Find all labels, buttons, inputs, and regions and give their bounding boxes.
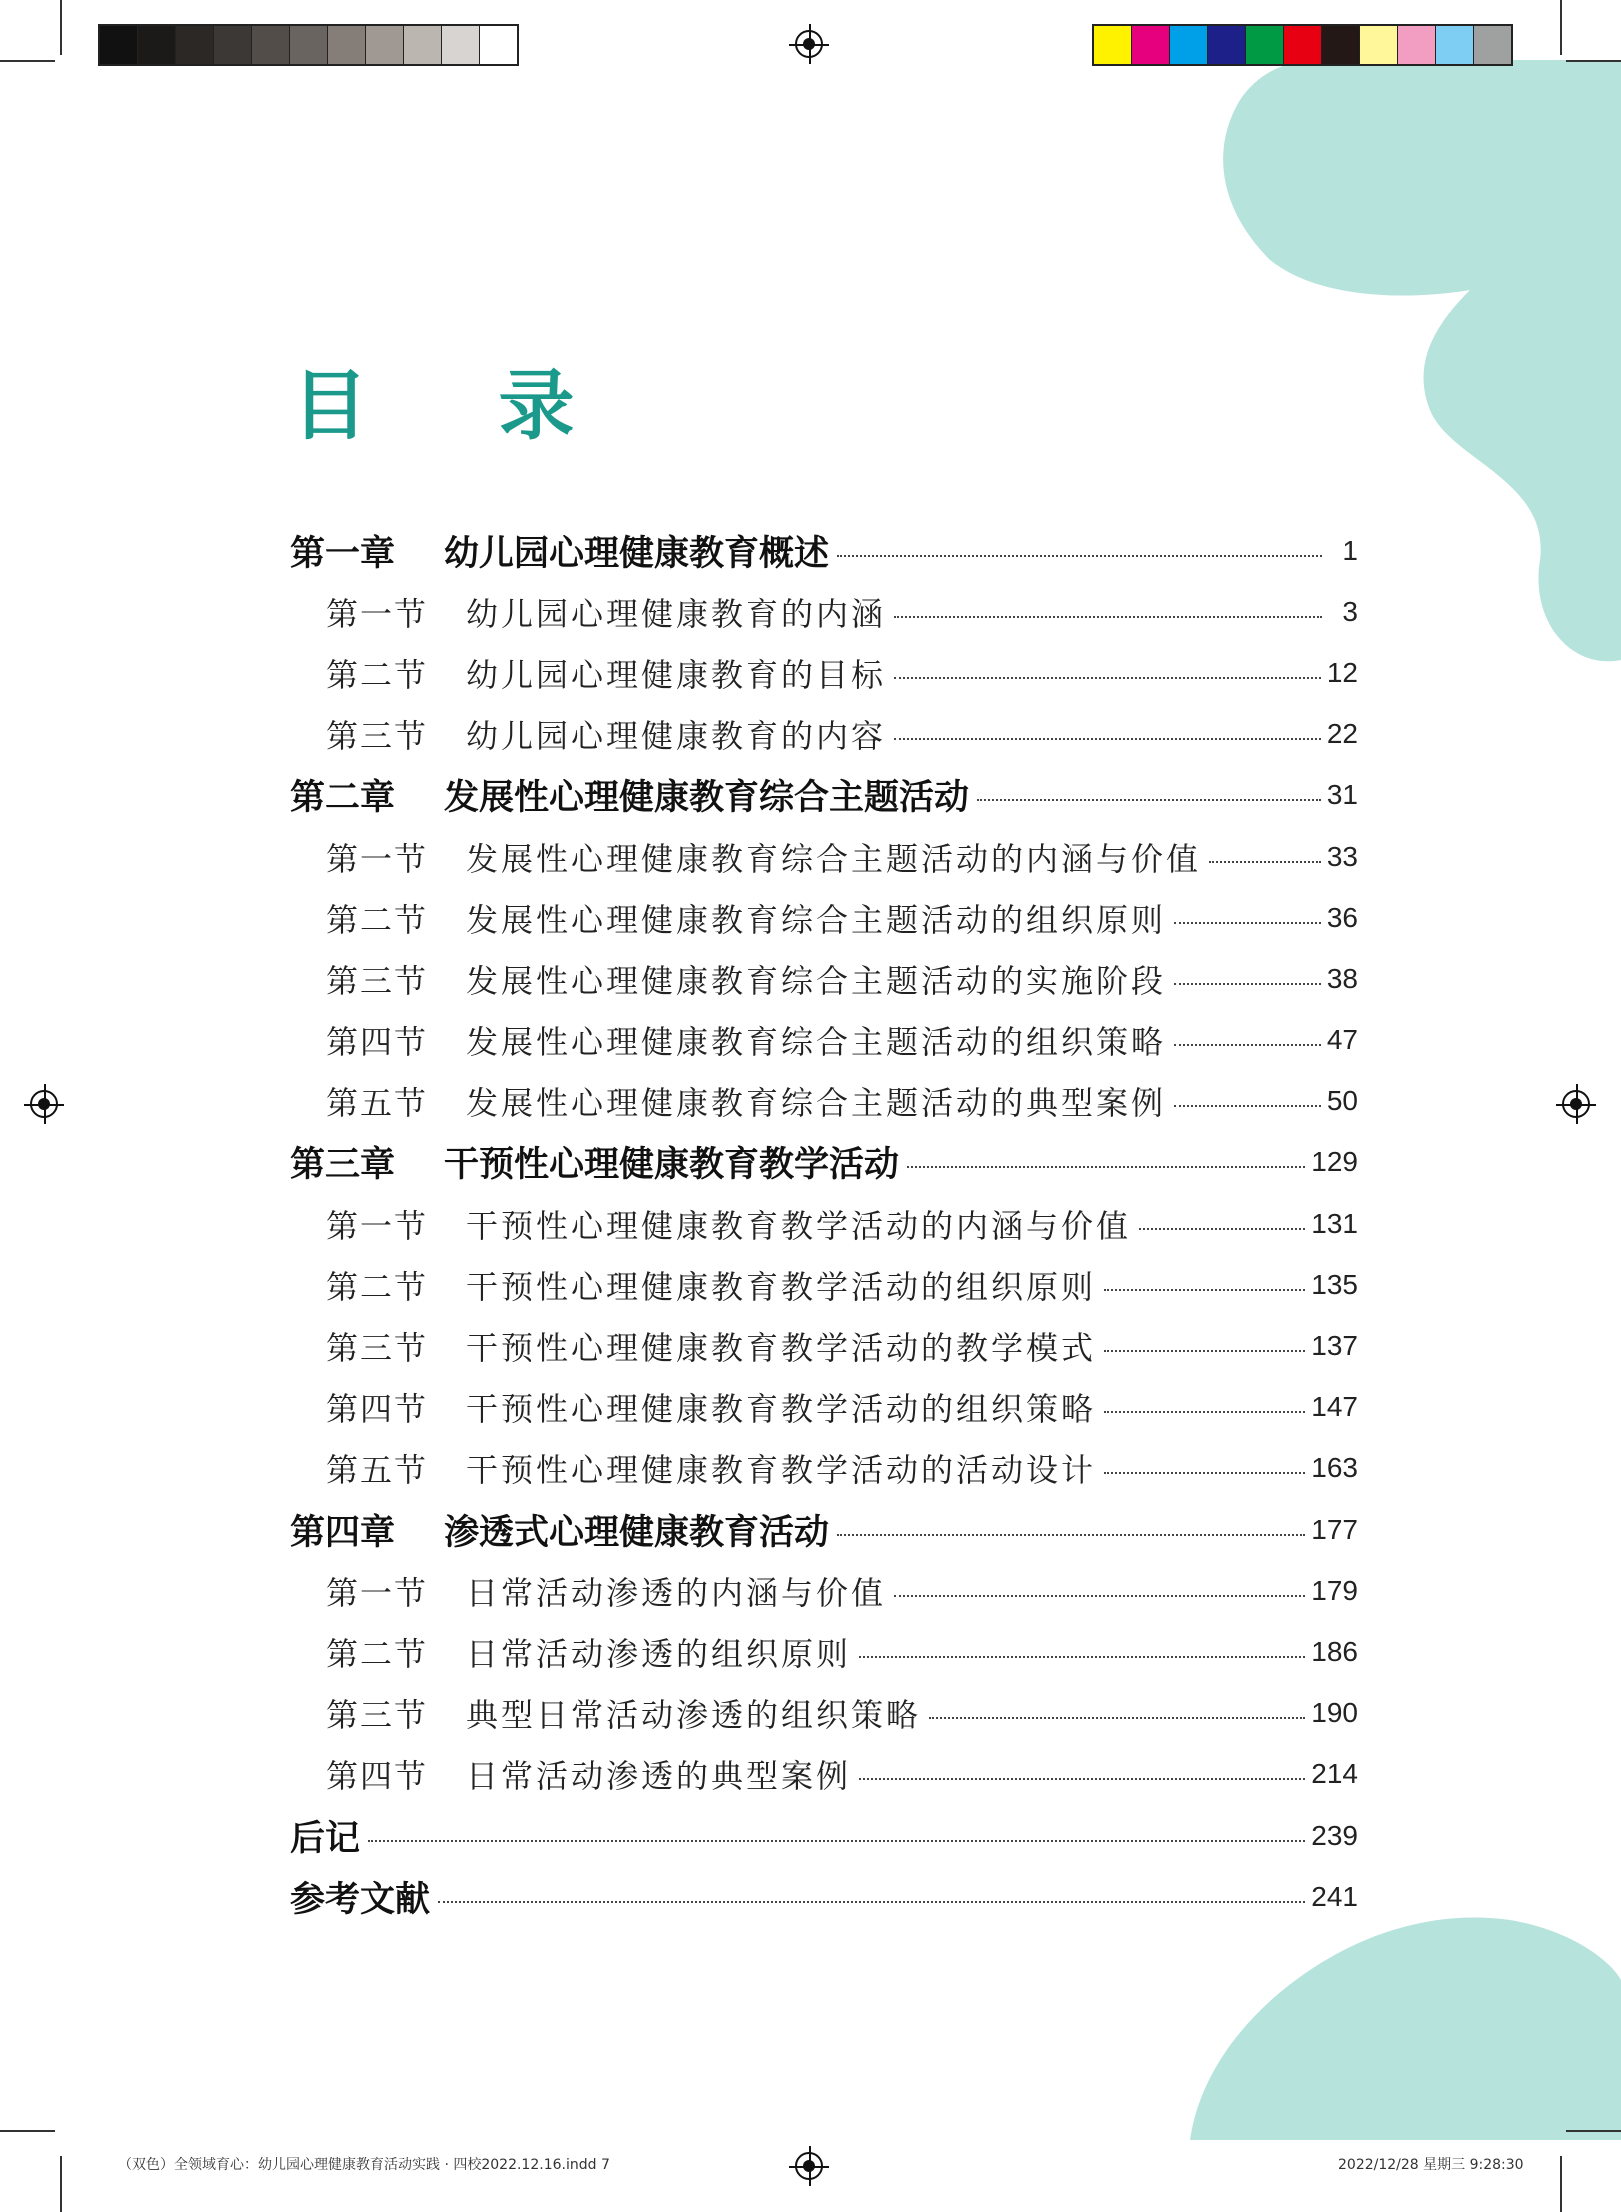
color-swatch (1398, 26, 1436, 64)
print-slug-timestamp: 2022/12/28 星期三 9:28:30 (1338, 2157, 1524, 2173)
color-swatch (1094, 26, 1132, 64)
dot-leader (1174, 922, 1321, 924)
toc-page-number: 147 (1311, 1391, 1358, 1423)
toc-entry-number: 第三节 (326, 1696, 429, 1735)
toc-entry-section[interactable] (290, 1254, 1358, 1315)
toc-entry-section[interactable] (290, 1315, 1358, 1376)
toc-entry-number: 第二节 (326, 1267, 429, 1306)
dot-leader (368, 1840, 1305, 1842)
dot-leader (1174, 983, 1321, 985)
dot-leader (859, 1656, 1305, 1658)
color-swatch (1246, 26, 1284, 64)
color-swatch (100, 26, 138, 64)
dot-leader (977, 799, 1321, 801)
color-swatch (328, 26, 366, 64)
color-swatch (442, 26, 480, 64)
toc-entry-number: 第四节 (326, 1023, 429, 1062)
crop-mark (1560, 2156, 1562, 2212)
toc-page-number: 186 (1311, 1635, 1358, 1667)
dot-leader (929, 1717, 1305, 1719)
color-swatch (214, 26, 252, 64)
toc-entry-title: 发展性心理健康教育综合主题活动 (444, 777, 970, 819)
toc-entry-number: 第五节 (326, 1084, 429, 1123)
dot-leader (1104, 1289, 1305, 1291)
toc-entry-title: 干预性心理健康教育教学活动的内涵与价值 (466, 1206, 1132, 1245)
toc-entry-title: 干预性心理健康教育教学活动的组织原则 (466, 1267, 1097, 1306)
crop-mark (60, 2156, 62, 2212)
toc-entry-number: 第一章 (290, 532, 396, 574)
dot-leader (907, 1166, 1305, 1168)
toc-page-number: 3 (1342, 595, 1358, 627)
toc-entry-title: 日常活动渗透的组织原则 (466, 1634, 852, 1673)
toc-entry-title: 干预性心理健康教育教学活动 (444, 1144, 900, 1186)
toc-entry-title: 日常活动渗透的典型案例 (466, 1757, 852, 1796)
toc-entry-section[interactable] (290, 1377, 1358, 1438)
toc-entry-title: 日常活动渗透的内涵与价值 (466, 1573, 887, 1612)
toc-entry-number: 第一节 (326, 594, 429, 633)
color-swatch (1284, 26, 1322, 64)
toc-entry-plain[interactable] (290, 1866, 1358, 1927)
print-slug-filename: （双色）全领域育心：幼儿园心理健康教育活动实践 · 四校2022.12.16.indd 7 (118, 2157, 610, 2173)
toc-page-number: 135 (1311, 1268, 1358, 1300)
toc-page-number: 47 (1326, 1024, 1358, 1056)
toc-entry-number: 第四节 (326, 1757, 429, 1796)
color-swatch (1436, 26, 1474, 64)
dot-leader (859, 1778, 1305, 1780)
toc-entry-number: 第三节 (326, 1329, 429, 1368)
toc-entry-number: 第一节 (326, 839, 429, 878)
toc-entry-section[interactable] (290, 704, 1358, 765)
toc-entry-title: 幼儿园心理健康教育的目标 (466, 655, 887, 694)
dot-leader (1174, 1105, 1321, 1107)
toc-page-number: 1 (1342, 534, 1358, 566)
toc-page-number: 33 (1326, 840, 1358, 872)
toc-entry-title: 干预性心理健康教育教学活动的活动设计 (466, 1451, 1097, 1490)
crop-mark (1560, 0, 1562, 55)
dot-leader (1139, 1228, 1305, 1230)
toc-entry-section[interactable] (290, 581, 1358, 642)
toc-page-number: 239 (1311, 1819, 1358, 1851)
dot-leader (894, 1595, 1305, 1597)
color-swatch (176, 26, 214, 64)
table-of-contents (290, 520, 1358, 1927)
registration-mark-icon (795, 30, 823, 58)
color-swatch (1208, 26, 1246, 64)
toc-page-number: 36 (1326, 901, 1358, 933)
dot-leader (1104, 1472, 1305, 1474)
toc-entry-number: 第五节 (326, 1451, 429, 1490)
dot-leader (1209, 861, 1321, 863)
toc-entry-title: 渗透式心理健康教育活动 (444, 1511, 830, 1553)
toc-entry-title: 发展性心理健康教育综合主题活动的组织策略 (466, 1023, 1167, 1062)
toc-entry-title: 发展性心理健康教育综合主题活动的内涵与价值 (466, 839, 1202, 878)
dot-leader (894, 738, 1321, 740)
color-swatch (366, 26, 404, 64)
toc-page-number: 214 (1311, 1758, 1358, 1790)
dot-leader (894, 616, 1322, 618)
dot-leader (438, 1901, 1305, 1903)
decorative-blob-bottom-right (1190, 1900, 1621, 2140)
toc-entry-section[interactable] (290, 948, 1358, 1009)
toc-page-number: 12 (1326, 656, 1358, 688)
dot-leader (837, 1534, 1305, 1536)
toc-entry-title: 发展性心理健康教育综合主题活动的实施阶段 (466, 961, 1167, 1000)
toc-entry-number: 第二节 (326, 1634, 429, 1673)
toc-entry-number: 第四章 (290, 1511, 396, 1553)
color-swatch (1322, 26, 1360, 64)
crop-mark (0, 2130, 55, 2132)
toc-entry-title: 发展性心理健康教育综合主题活动的组织原则 (466, 900, 1167, 939)
crop-mark (1566, 2130, 1621, 2132)
toc-entry-section[interactable] (290, 1621, 1358, 1682)
dot-leader (1174, 1044, 1321, 1046)
color-swatch (1360, 26, 1398, 64)
grayscale-color-bar (98, 24, 519, 66)
crop-mark (1566, 60, 1621, 62)
toc-entry-title: 干预性心理健康教育教学活动的组织策略 (466, 1390, 1097, 1429)
color-swatch (1132, 26, 1170, 64)
toc-page-number: 131 (1311, 1207, 1358, 1239)
toc-page-number: 50 (1326, 1085, 1358, 1117)
toc-entry-chapter[interactable] (290, 765, 1358, 826)
color-swatch (1474, 26, 1511, 64)
registration-mark-icon (30, 1090, 58, 1118)
toc-entry-chapter[interactable] (290, 1499, 1358, 1560)
toc-page-number: 177 (1311, 1513, 1358, 1545)
toc-entry-title: 幼儿园心理健康教育的内涵 (466, 594, 887, 633)
toc-page-number: 190 (1311, 1697, 1358, 1729)
registration-mark-icon (795, 2152, 823, 2180)
toc-page-number: 137 (1311, 1330, 1358, 1362)
toc-entry-chapter[interactable] (290, 520, 1358, 581)
dot-leader (1104, 1411, 1305, 1413)
toc-entry-number: 第三章 (290, 1144, 396, 1186)
cmyk-color-bar (1092, 24, 1513, 66)
toc-entry-section[interactable] (290, 1071, 1358, 1132)
crop-mark (0, 60, 55, 62)
toc-entry-title: 干预性心理健康教育教学活动的教学模式 (466, 1329, 1097, 1368)
toc-entry-plain[interactable] (290, 1805, 1358, 1866)
toc-entry-number: 第三节 (326, 961, 429, 1000)
toc-page-number: 22 (1326, 718, 1358, 750)
toc-entry-section[interactable] (290, 1683, 1358, 1744)
toc-page-number: 38 (1326, 962, 1358, 994)
toc-entry-number: 第一节 (326, 1573, 429, 1612)
toc-entry-number: 第二章 (290, 777, 396, 819)
toc-entry-title: 幼儿园心理健康教育概述 (444, 532, 830, 574)
color-swatch (480, 26, 517, 64)
dot-leader (1104, 1350, 1305, 1352)
toc-entry-section[interactable] (290, 1560, 1358, 1621)
toc-entry-title: 发展性心理健康教育综合主题活动的典型案例 (466, 1084, 1167, 1123)
dot-leader (894, 677, 1321, 679)
registration-mark-icon (1562, 1090, 1590, 1118)
crop-mark (60, 0, 62, 55)
toc-entry-section[interactable] (290, 1193, 1358, 1254)
toc-entry-title: 参考文献 (290, 1878, 431, 1920)
toc-page-number: 31 (1326, 779, 1358, 811)
color-swatch (404, 26, 442, 64)
toc-page-number: 163 (1311, 1452, 1358, 1484)
toc-entry-section[interactable] (290, 1744, 1358, 1805)
toc-entry-section[interactable] (290, 1438, 1358, 1499)
toc-entry-section[interactable] (290, 826, 1358, 887)
color-swatch (1170, 26, 1208, 64)
toc-entry-number: 第三节 (326, 717, 429, 756)
toc-entry-number: 第二节 (326, 655, 429, 694)
toc-entry-section[interactable] (290, 887, 1358, 948)
toc-page-number: 129 (1311, 1146, 1358, 1178)
toc-entry-section[interactable] (290, 1010, 1358, 1071)
toc-entry-title: 后记 (290, 1817, 361, 1859)
toc-entry-number: 第一节 (326, 1206, 429, 1245)
toc-entry-chapter[interactable] (290, 1132, 1358, 1193)
toc-entry-number: 第四节 (326, 1390, 429, 1429)
toc-entry-number: 第二节 (326, 900, 429, 939)
toc-entry-title: 典型日常活动渗透的组织策略 (466, 1696, 922, 1735)
toc-page-number: 241 (1311, 1880, 1358, 1912)
dot-leader (837, 555, 1322, 557)
toc-entry-title: 幼儿园心理健康教育的内容 (466, 717, 887, 756)
toc-entry-section[interactable] (290, 642, 1358, 703)
color-swatch (290, 26, 328, 64)
color-swatch (138, 26, 176, 64)
color-swatch (252, 26, 290, 64)
page-title: 目 录 (292, 361, 627, 450)
toc-page-number: 179 (1311, 1574, 1358, 1606)
